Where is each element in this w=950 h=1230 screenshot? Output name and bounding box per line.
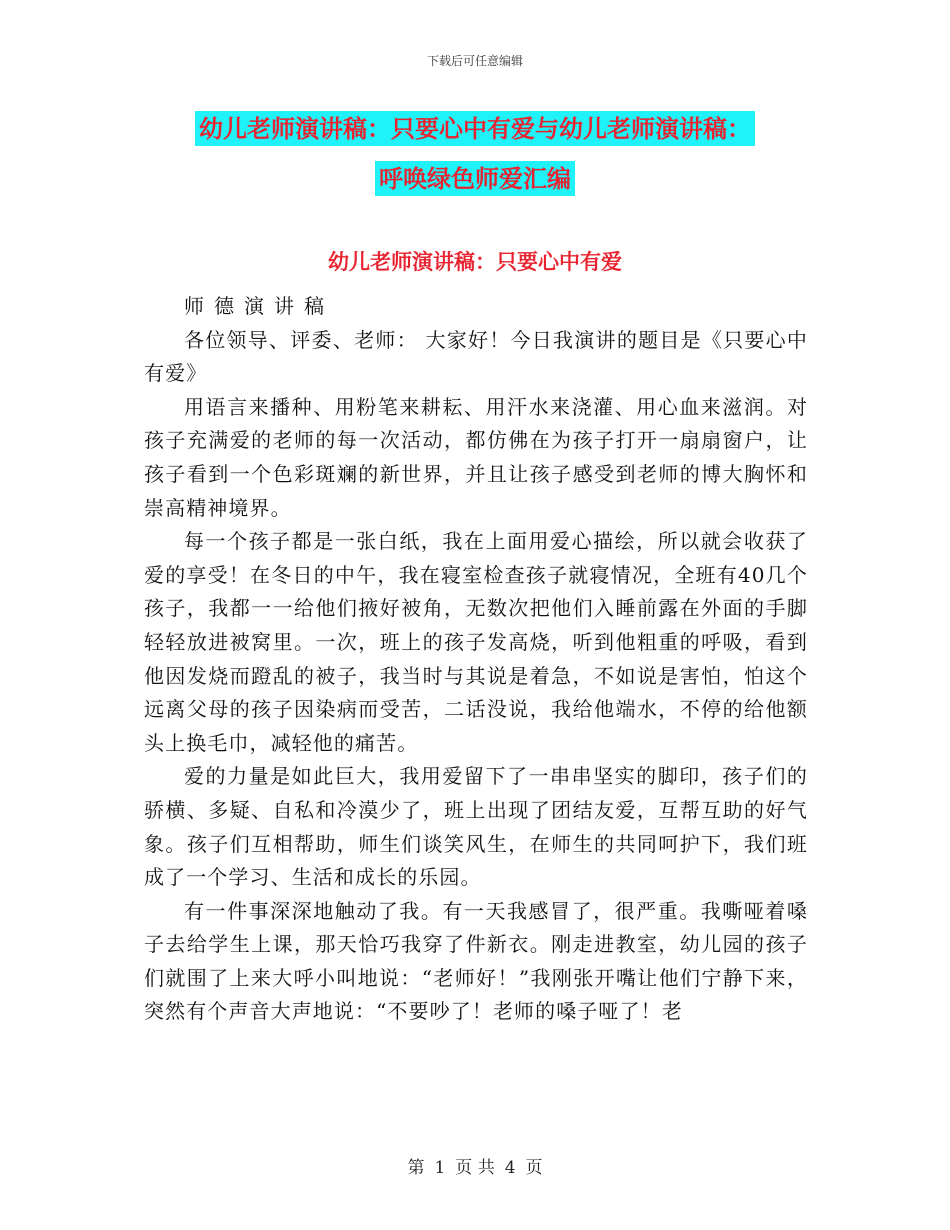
body-paragraph: 每一个孩子都是一张白纸，我在上面用爱心描绘，所以就会收获了爱的享受！在冬日的中午，我在寝室检查孩子就寝情况，全班有40几个孩子，我都一一给他们掖好被角，无数次把他们入睡前露在外面的手脚轻轻放进被窝里。一次，班上的孩子发高烧，听到他粗重的呼吸，看到他因发烧而蹬乱的被子，我当时与其说是着急，不如说是害怕，怕这个远离父母的孩子因染病而受苦，二话没说，我给他端水，不停的给他额头上换毛巾，减轻他的痛苦。 (144, 529, 808, 755)
footer-prefix: 第 (407, 1158, 425, 1178)
section-title: 幼儿老师演讲稿：只要心中有爱 (328, 249, 622, 274)
body-paragraph: 用语言来播种、用粉笔来耕耘、用汗水来浇灌、用心血来滋润。对孩子充满爱的老师的每一次活动，都仿佛在为孩子打开一扇扇窗户，让孩子看到一个色彩斑斓的新世界，并且让孩子感受到老师的博大胸怀和崇高精神境界。 (144, 394, 808, 520)
footer-total-pages: 4 (504, 1158, 516, 1178)
body-paragraph: 有一件事深深地触动了我。有一天我感冒了，很严重。我嘶哑着嗓子去给学生上课，那天恰巧我穿了件新衣。刚走进教室，幼儿园的孩子们就围了上来大呼小叫地说：“老师好！”我刚张开嘴让他们宁静下来，突然有个声音大声地说：“不要吵了！老师的嗓子哑了！老 (144, 898, 808, 1024)
body-paragraph: 爱的力量是如此巨大，我用爱留下了一串串坚实的脚印，孩子们的骄横、多疑、自私和冷漠少了，班上出现了团结友爱，互帮互助的好气象。孩子们互相帮助，师生们谈笑风生，在师生的共同呵护下，我们班成了一个学习、生活和成长的乐园。 (144, 764, 808, 890)
footer-middle: 页 共 (455, 1158, 495, 1178)
body-paragraph: 各位领导、评委、老师： 大家好！今日我演讲的题目是《只要心中有爱》 (144, 327, 808, 386)
document-title-line-1: 幼儿老师演讲稿：只要心中有爱与幼儿老师演讲稿： (195, 111, 755, 146)
footer-page-number: 1 (434, 1158, 446, 1178)
document-title (0, 104, 950, 204)
header-note: 下载后可任意编辑 (426, 54, 523, 68)
document-body (144, 290, 808, 1029)
body-paragraph-heading: 师德演讲稿 (184, 294, 334, 318)
document-title-line-2: 呼唤绿色师爱汇编 (375, 161, 575, 196)
page-footer (0, 1153, 950, 1178)
footer-suffix: 页 (525, 1158, 543, 1178)
